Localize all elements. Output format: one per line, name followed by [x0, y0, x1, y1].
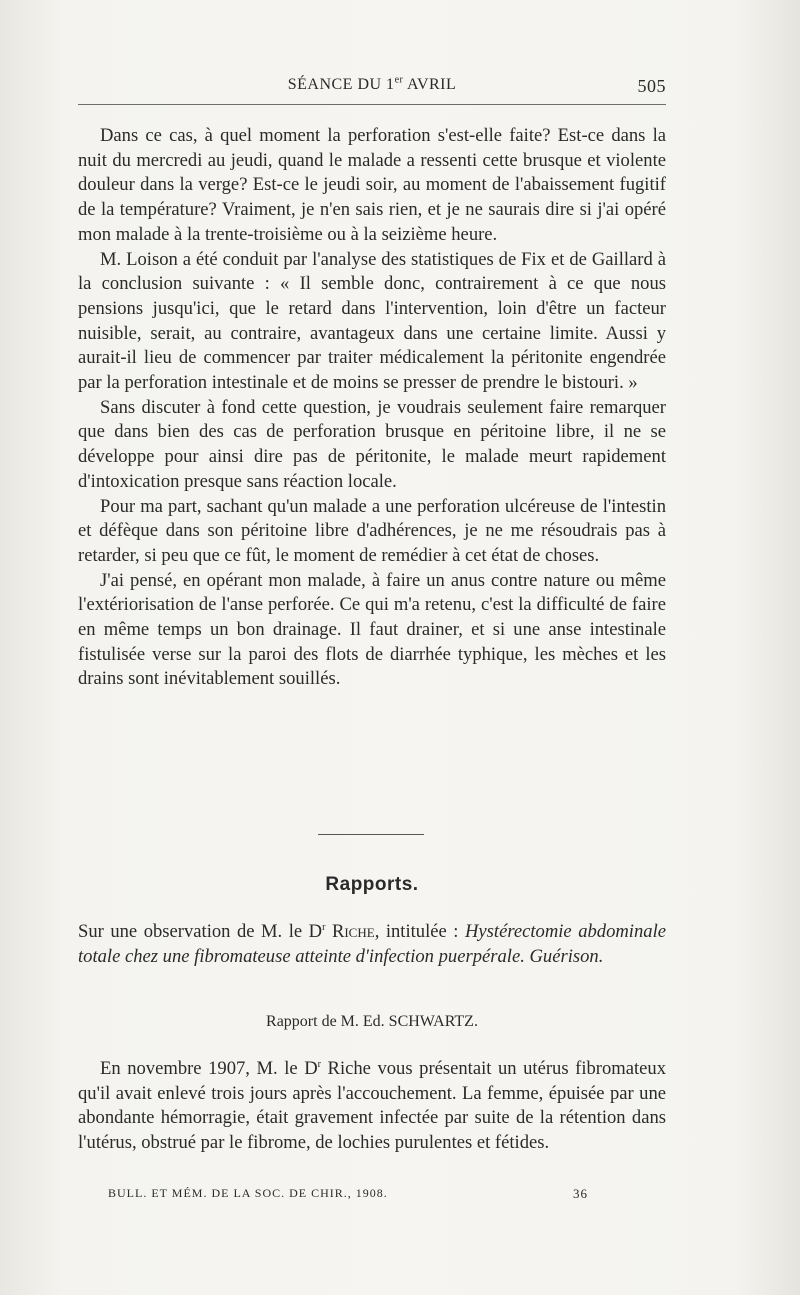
- rapport-text-superscript: r: [317, 1058, 321, 1070]
- section-title: Rapports.: [325, 874, 419, 895]
- body-text: [78, 124, 666, 692]
- header-rule: [78, 104, 666, 105]
- page-footer: [108, 1186, 588, 1204]
- running-title: [78, 76, 666, 94]
- paragraph: Pour ma part, sachant qu'un malade a une perforation ulcéreuse de l'intestin et défèque dans son péritoine libre d'adhérences, je ne me résoudrais pas à retarder, si peu que ce fût, le moment de remédier à cet état de choses.: [78, 495, 666, 566]
- rapport-intro-mid: , intitulée :: [374, 921, 465, 942]
- rapport-text: [78, 1057, 666, 1156]
- paragraph: M. Loison a été conduit par l'analyse des statistiques de Fix et de Gaillard à la conclusion suivante : « Il semble donc, contrairement à ce que nous pensions jusqu'ici, que le retard dans l'intervention, loin d'être un facteur nuisible, serait, au contraire, avantageux dans une certaine limite. Aussi y aurait-il lieu de commencer par traiter médicalement la péritonite engendrée par la perforation intestinale et de moins se presser de prendre le bistouri. »: [78, 248, 666, 394]
- author-name-riche: Riche: [331, 921, 375, 942]
- rapport-text-rest: Riche vous présentait un utérus fibromateux qu'il avait enlevé trois jours après l'accouchement. La femme, épuisée par une abondante hémorragie, était gravement infectée par suite de la rétention dans l'utérus, obstrué par le fibrome, de lochies purulentes et fétides.: [78, 1058, 666, 1154]
- sheet-number: 36: [573, 1186, 588, 1201]
- rapport-text-prefix: En novembre 1907, M. le D: [100, 1058, 318, 1079]
- running-title-prefix: SÉANCE DU 1: [287, 76, 395, 93]
- rapport-intro-prefix: Sur une observation de M. le D: [78, 921, 323, 942]
- journal-reference: BULL. ET MÉM. DE LA SOC. DE CHIR., 1908.: [108, 1186, 388, 1200]
- rapport-intro-superscript: r: [322, 921, 326, 933]
- rapport-intro: [78, 920, 666, 969]
- running-title-suffix: AVRIL: [403, 76, 457, 93]
- report-author-line: Rapport de M. Ed. SCHWARTZ.: [266, 1013, 478, 1030]
- paragraph: Sans discuter à fond cette question, je voudrais seulement faire remarquer que dans bien des cas de perforation brusque en péritoine libre, il ne se développe pour ainsi dire pas de péritonite, le malade meurt rapidement d'intoxication presque sans réaction locale.: [78, 396, 666, 492]
- page-number: 505: [637, 76, 666, 96]
- running-title-superscript: er: [394, 74, 404, 86]
- paragraph: [78, 1057, 666, 1156]
- paragraph: J'ai pensé, en opérant mon malade, à faire un anus contre nature ou même l'extériorisation de l'anse perforée. Ce qui m'a retenu, c'est la difficulté de faire en même temps un bon drainage. Il faut drainer, et si une anse intestinale fistulisée verse sur la paroi des flots de diarrhée typhique, les mèches et les drains sont inévitablement souillés.: [78, 569, 666, 690]
- running-head: [78, 76, 666, 98]
- section-separator: [318, 834, 424, 835]
- paragraph: Dans ce cas, à quel moment la perforation s'est-elle faite? Est-ce dans la nuit du mercredi au jeudi, quand le malade a ressenti cette brusque et violente douleur dans la verge? Est-ce le jeudi soir, au moment de l'abaissement fugitif de la température? Vraiment, je n'en sais rien, et je ne saurais dire si j'ai opéré mon malade à la trente-troisième ou à la seizième heure.: [78, 125, 666, 245]
- observation-title: Hystérectomie abdominale totale chez une fibromateuse atteinte d'infection puerpérale. Guérison.: [78, 921, 666, 967]
